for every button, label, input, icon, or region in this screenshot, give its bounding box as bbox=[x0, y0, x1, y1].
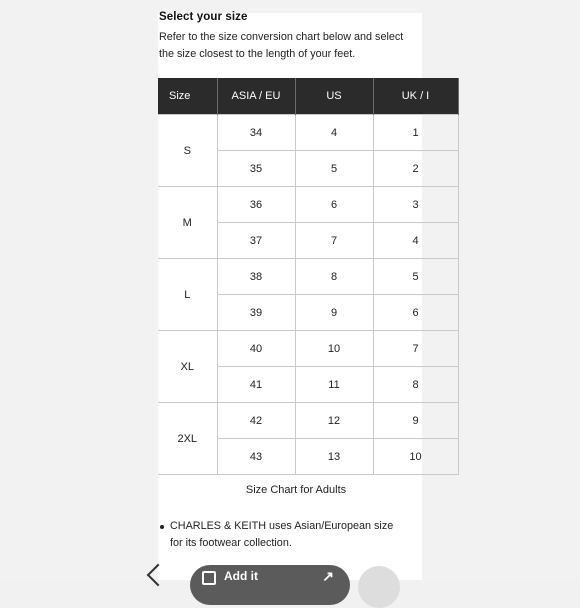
add-to-bag-bar[interactable] bbox=[190, 565, 350, 605]
us-size-cell: 9 bbox=[295, 295, 373, 331]
size-label: L bbox=[158, 259, 217, 331]
eu-size-cell: 35 bbox=[217, 151, 295, 187]
size-label: S bbox=[158, 115, 217, 187]
eu-size-cell: 41 bbox=[217, 367, 295, 403]
size-conversion-table bbox=[158, 78, 459, 475]
size-table-body bbox=[158, 115, 458, 475]
table-row bbox=[158, 403, 458, 439]
us-size-cell: 6 bbox=[295, 187, 373, 223]
table-row bbox=[158, 331, 458, 367]
table-caption: Size Chart for Adults bbox=[245, 484, 347, 496]
bullet-text: CHARLES & KEITH uses Asian/European size for its footwear collection. bbox=[170, 520, 394, 549]
table-row bbox=[158, 115, 458, 151]
us-size-cell: 12 bbox=[295, 403, 373, 439]
uk-size-cell: 10 bbox=[373, 439, 458, 475]
uk-size-cell: 3 bbox=[373, 187, 458, 223]
eu-size-cell: 40 bbox=[217, 331, 295, 367]
square-icon bbox=[202, 571, 216, 585]
bullet-icon bbox=[160, 525, 164, 529]
uk-size-cell: 6 bbox=[373, 295, 458, 331]
header-us: US bbox=[295, 78, 373, 115]
uk-size-cell: 5 bbox=[373, 259, 458, 295]
bottom-bar-text: Add it bbox=[224, 569, 258, 583]
uk-size-cell: 2 bbox=[373, 151, 458, 187]
uk-size-cell: 1 bbox=[373, 115, 458, 151]
share-icon[interactable]: ↗ bbox=[322, 568, 334, 584]
eu-size-cell: 43 bbox=[217, 439, 295, 475]
us-size-cell: 5 bbox=[295, 151, 373, 187]
eu-size-cell: 34 bbox=[217, 115, 295, 151]
size-guide-sheet bbox=[158, 11, 430, 580]
size-label: 2XL bbox=[158, 403, 217, 475]
circle-button[interactable] bbox=[358, 566, 400, 608]
us-size-cell: 10 bbox=[295, 331, 373, 367]
uk-size-cell: 8 bbox=[373, 367, 458, 403]
header-size: Size bbox=[158, 78, 217, 115]
table-row bbox=[158, 187, 458, 223]
us-size-cell: 13 bbox=[295, 439, 373, 475]
size-label: XL bbox=[158, 331, 217, 403]
us-size-cell: 11 bbox=[295, 367, 373, 403]
eu-size-cell: 39 bbox=[217, 295, 295, 331]
eu-size-cell: 37 bbox=[217, 223, 295, 259]
us-size-cell: 8 bbox=[295, 259, 373, 295]
table-row bbox=[158, 259, 458, 295]
size-label: M bbox=[158, 187, 217, 259]
uk-size-cell: 7 bbox=[373, 331, 458, 367]
uk-size-cell: 9 bbox=[373, 403, 458, 439]
intro-text: Refer to the size conversion chart below and select the size closest to the length of your feet. bbox=[159, 31, 404, 60]
table-header-row bbox=[158, 78, 458, 115]
header-uk: UK / I bbox=[373, 78, 458, 115]
us-size-cell: 7 bbox=[295, 223, 373, 259]
page-title: Select your size bbox=[159, 11, 248, 23]
us-size-cell: 4 bbox=[295, 115, 373, 151]
uk-size-cell: 4 bbox=[373, 223, 458, 259]
eu-size-cell: 36 bbox=[217, 187, 295, 223]
eu-size-cell: 38 bbox=[217, 259, 295, 295]
header-asia-eu: ASIA / EU bbox=[217, 78, 295, 115]
eu-size-cell: 42 bbox=[217, 403, 295, 439]
